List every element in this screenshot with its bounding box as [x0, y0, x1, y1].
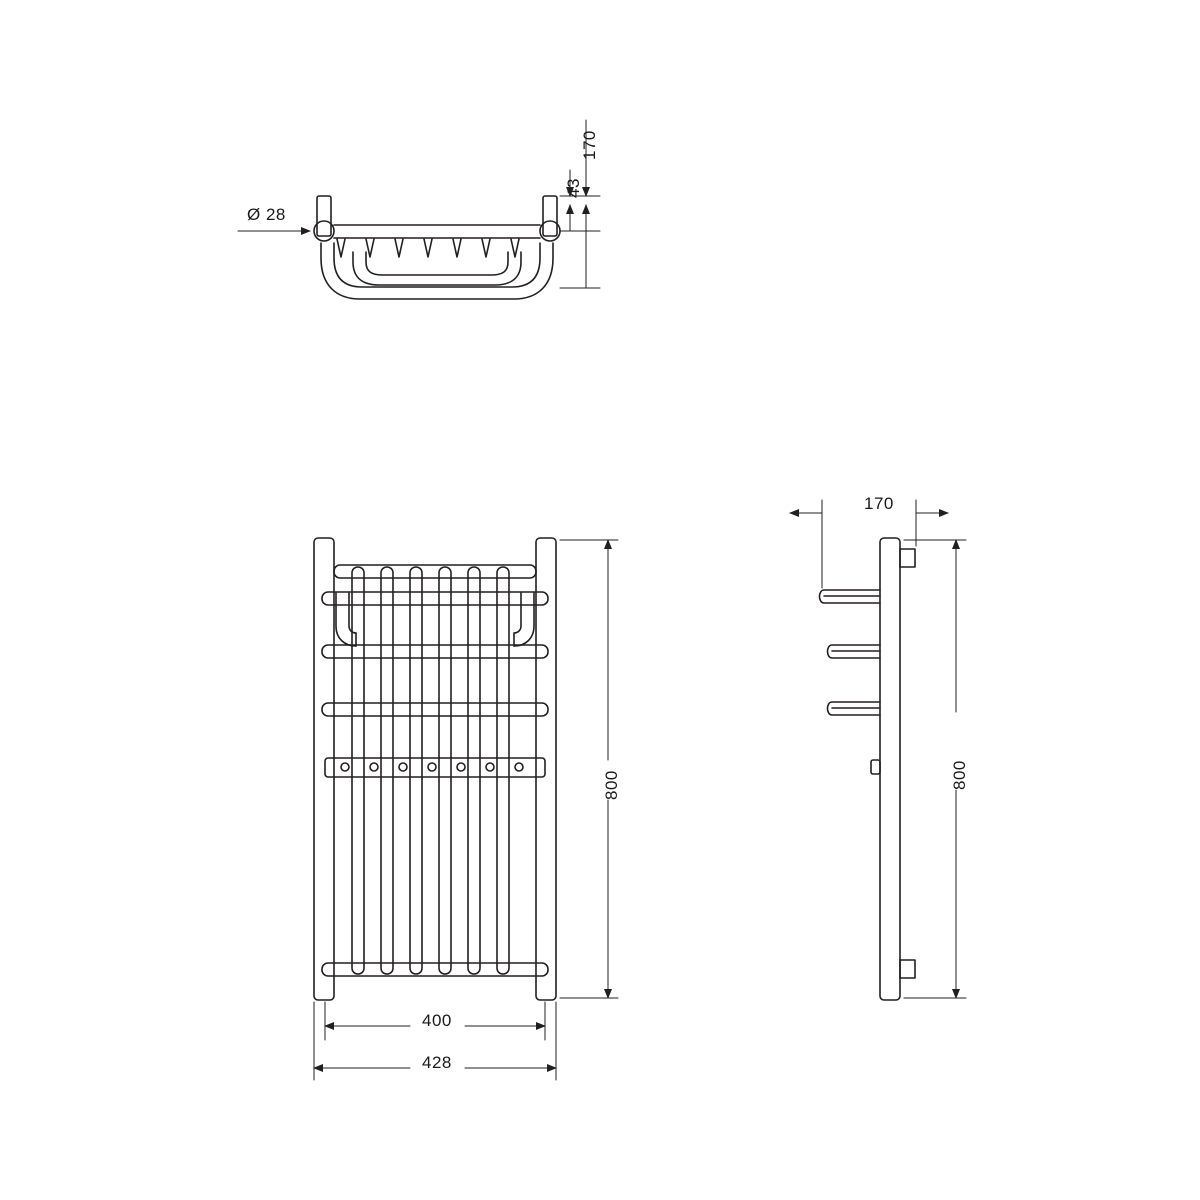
- dimension-label-width-428: 428: [422, 1053, 452, 1072]
- dimension-label-depth-170-top: 170: [580, 130, 599, 160]
- side-view-dimensions: [790, 500, 966, 998]
- top-view-geometry: [314, 196, 560, 299]
- front-view-geometry: [314, 538, 556, 1000]
- dimension-label-height-800-front: 800: [602, 770, 621, 800]
- dimension-label-diameter-28: Ø 28: [247, 205, 286, 224]
- dimension-label-width-400: 400: [422, 1011, 452, 1030]
- front-view-dimensions: [314, 540, 618, 1080]
- dimension-label-offset-43: 43: [564, 178, 583, 198]
- dimension-label-height-800-side: 800: [950, 760, 969, 790]
- side-view-geometry: [820, 538, 916, 1000]
- top-view-dimensions: [238, 120, 600, 288]
- dimension-label-depth-170-side: 170: [864, 494, 894, 513]
